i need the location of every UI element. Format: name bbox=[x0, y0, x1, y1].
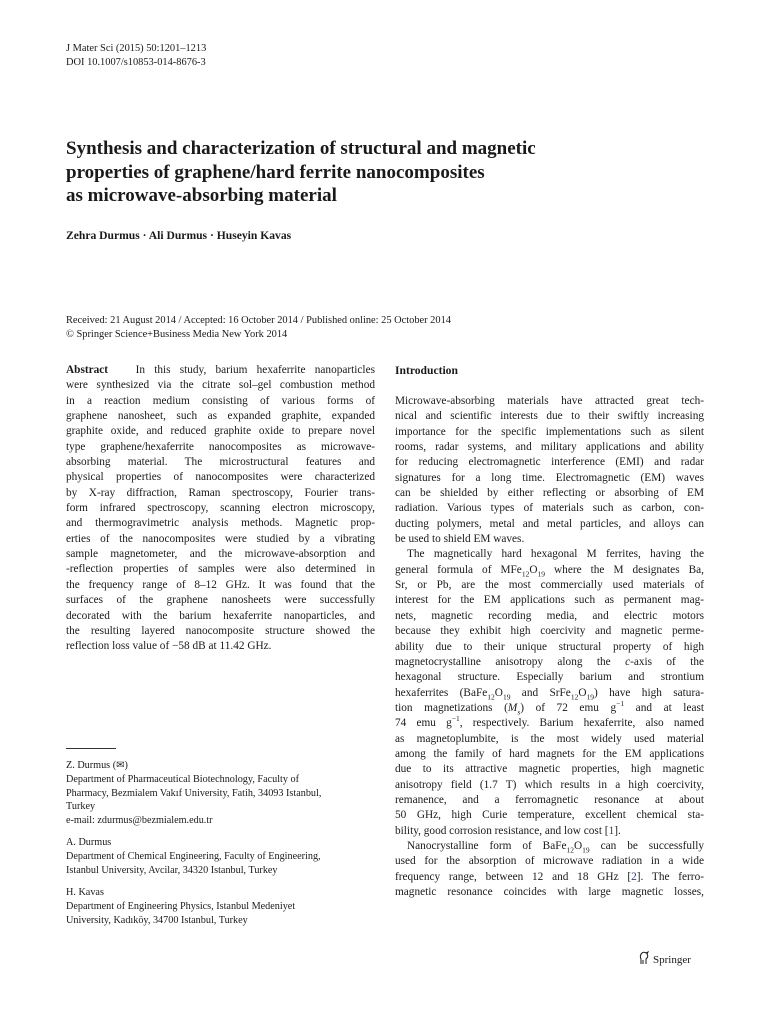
affiliation-line: University, Kadıköy, 34700 Istanbul, Turkey bbox=[66, 914, 248, 926]
intro-line: ability due to their unique structural property of high bbox=[395, 640, 704, 653]
intro-line: among the family of hard magnets for the EM applications bbox=[395, 747, 704, 760]
email-link[interactable]: e-mail: zdurmus@bezmialem.edu.tr bbox=[66, 815, 213, 827]
intro-line-cite-1: bility, good corrosion resistance, and low cost [1]. bbox=[395, 824, 621, 837]
abstract-line: decorated with the barium hexaferrite nanoparticles, and bbox=[66, 609, 375, 622]
title-line: properties of graphene/hard ferrite nanocomposites bbox=[66, 161, 485, 183]
citation-link[interactable]: 2 bbox=[631, 870, 637, 883]
section-heading-introduction: Introduction bbox=[395, 364, 458, 377]
abstract-line: the resulting layered nanocomposite structure showed the bbox=[66, 624, 375, 637]
abstract-line: form infrared spectroscopy, scanning electron microscopy, bbox=[66, 502, 375, 515]
intro-line: remanence, and a ferromagnetic resonance at about bbox=[395, 793, 704, 806]
left-column bbox=[66, 363, 375, 655]
publisher-name: Springer bbox=[653, 954, 691, 966]
intro-line: as magnetoplumbite, is the most widely used material bbox=[395, 732, 704, 745]
affiliation-line: Istanbul University, Avcilar, 34320 Istanbul, Turkey bbox=[66, 864, 278, 876]
affiliation-line: Department of Pharmaceutical Biotechnology, Faculty of bbox=[66, 773, 300, 785]
abstract-line: and thermogravimetric analysis methods. Magnetic prop- bbox=[66, 517, 375, 530]
journal-reference: J Mater Sci (2015) 50:1201–1213 bbox=[66, 43, 207, 54]
intro-line-caxis: magnetocrystalline anisotropy along the c-axis of the bbox=[395, 655, 705, 668]
intro-line: rooms, radar systems, and military applications and ability bbox=[395, 441, 704, 454]
abstract-line: sample magnetometer, and the microwave-absorption and bbox=[66, 548, 375, 561]
affiliation-author-name: A. Durmus bbox=[66, 837, 112, 848]
intro-line-emu: 74 emu $g^{-1}$, respectively. Barium hexaferrite, also named bbox=[395, 714, 704, 730]
abstract-heading: Abstract bbox=[66, 364, 109, 376]
abstract-line: absorbing material. The microstructural features and bbox=[66, 456, 375, 469]
copyright-notice: © Springer Science+Business Media New York 2014 bbox=[66, 329, 288, 340]
intro-line: can be shielded by either reflecting or absorbing of EM bbox=[395, 487, 704, 500]
intro-line: ducting polymers, metal and metal particles, and alloys can bbox=[395, 517, 704, 530]
affiliation-line: Turkey bbox=[66, 801, 96, 813]
abstract-line: were synthesized via the citrate sol–gel combustion method bbox=[66, 379, 375, 392]
title-line: as microwave-absorbing material bbox=[66, 185, 337, 206]
intro-line: importance for the specific implementations such as silent bbox=[395, 425, 704, 438]
right-column bbox=[395, 363, 704, 900]
intro-line: hexagonal structure. Especially barium and strontium bbox=[395, 671, 704, 684]
intro-line: Sr, or Pb, are the most commercially used materials of bbox=[395, 579, 704, 592]
journal-header bbox=[66, 42, 206, 70]
abstract-line: physical properties of nanocomposites were characterized bbox=[66, 471, 375, 484]
affiliation-line: Department of Chemical Engineering, Faculty of Engineering, bbox=[66, 850, 321, 862]
intro-line: anisotropy field (1.7 T) which results in a high coercivity, bbox=[395, 778, 704, 791]
title-line: Synthesis and characterization of structural and magnetic bbox=[66, 138, 536, 159]
abstract-line: the frequency range of 8–12 GHz. It was found that the bbox=[66, 578, 375, 591]
affiliation-author-name: H. Kavas bbox=[66, 887, 104, 898]
affiliation-h-kavas bbox=[66, 886, 375, 927]
intro-line: Microwave-absorbing materials have attracted great tech- bbox=[395, 395, 704, 407]
affiliation-line: Pharmacy, Bezmialem Vakıf University, Fatih, 34093 Istanbul, bbox=[66, 787, 322, 799]
doi: DOI 10.1007/s10853-014-8676-3 bbox=[66, 57, 206, 68]
abstract-line: by X-ray diffraction, Raman spectroscopy, Fourier trans- bbox=[66, 486, 375, 499]
abstract-line: type graphene/hexaferrite nanocomposites as microwave- bbox=[66, 440, 375, 453]
received-accepted-published: Received: 21 August 2014 / Accepted: 16 October 2014 / Published online: 25 October 2014 bbox=[66, 315, 451, 326]
intro-line: due to its attractive magnetic properties, high magnetic bbox=[395, 763, 704, 776]
abstract bbox=[66, 363, 375, 655]
intro-line: nical and scientific interests due to their swiftly increasing bbox=[395, 410, 704, 423]
abstract-line: erties of the nanocomposites were studied by a vibrating bbox=[66, 532, 375, 545]
intro-paragraph-2 bbox=[395, 547, 704, 839]
intro-line: interest for the EM applications such as permanent mag- bbox=[395, 594, 704, 607]
intro-line-magnetization: tion magnetizations $(M_s)$ of 72 emu $g^{-1}$ and at least bbox=[395, 699, 705, 717]
intro-line-hexaferrites: hexaferrites ($BaFe_{12}O_{19}$ and $SrFe_{12}O_{19}$) have high satura- bbox=[395, 686, 704, 701]
footnote-divider bbox=[66, 748, 116, 749]
affiliation-a-durmus bbox=[66, 836, 375, 877]
abstract-line: graphite oxide, and reduced graphite oxide to prepare novel bbox=[66, 425, 375, 438]
publisher-footer bbox=[638, 951, 691, 966]
springer-horse-icon bbox=[638, 951, 650, 965]
publication-dates bbox=[66, 314, 451, 342]
abstract-line: in a reaction medium consisting of various forms of bbox=[66, 394, 375, 407]
intro-line-nanocrystalline: Nanocrystalline form of $BaFe_{12}O_{19}$ can be successfully bbox=[407, 839, 704, 855]
citation-link[interactable]: 1 bbox=[608, 824, 615, 837]
author-list: Zehra Durmus · Ali Durmus · Huseyin Kavas bbox=[66, 229, 292, 242]
intro-paragraph-3 bbox=[395, 839, 704, 900]
abstract-line: graphene nanosheet, such as expanded graphite, expanded bbox=[66, 410, 375, 423]
paper-title bbox=[66, 137, 706, 208]
intro-line: nets, magnetic recording media, and electric motors bbox=[395, 609, 704, 622]
intro-line: because they exhibit high coercivity and magnetic perme- bbox=[395, 625, 704, 638]
intro-line: for reducing electromagnetic interference (EMI) and radar bbox=[395, 456, 704, 469]
intro-line: be used to shield EM waves. bbox=[395, 533, 525, 546]
intro-paragraph-1 bbox=[395, 394, 704, 547]
intro-line: signatures for a long time. Electromagnetic (EM) waves bbox=[395, 471, 704, 484]
abstract-line: -reflection properties of samples were also determined in bbox=[66, 563, 375, 576]
intro-line-cite-2: frequency range, between 12 and 18 GHz [2]. The ferro- bbox=[395, 870, 704, 883]
abstract-line: reflection loss value of −58 dB at 11.42 GHz. bbox=[66, 640, 272, 653]
intro-line: 50 GHz, high Curie temperature, excellent chemical sta- bbox=[395, 809, 704, 822]
intro-line: magnetic resonance coincides with large magnetic losses, bbox=[395, 886, 704, 898]
intro-line: The magnetically hard hexagonal M ferrites, having the bbox=[407, 548, 704, 561]
intro-line-formula: general formula of $MFe_{12}O_{19}$ where the M designates Ba, bbox=[395, 563, 704, 579]
affiliation-z-durmus bbox=[66, 759, 375, 828]
envelope-icon: ✉ bbox=[116, 760, 125, 771]
affiliation-author-name: Z. Durmus (✉) bbox=[66, 760, 128, 771]
abstract-line: surfaces of the graphene nanosheets were successfully bbox=[66, 594, 375, 607]
abstract-line: In this study, barium hexaferrite nanoparticles bbox=[135, 364, 375, 376]
affiliation-line: Department of Engineering Physics, Istanbul Medeniyet bbox=[66, 900, 296, 912]
intro-line: used for the absorption of microwave radiation in a wide bbox=[395, 855, 704, 868]
intro-line: radiation. Various types of materials such as carbon, con- bbox=[395, 502, 704, 515]
